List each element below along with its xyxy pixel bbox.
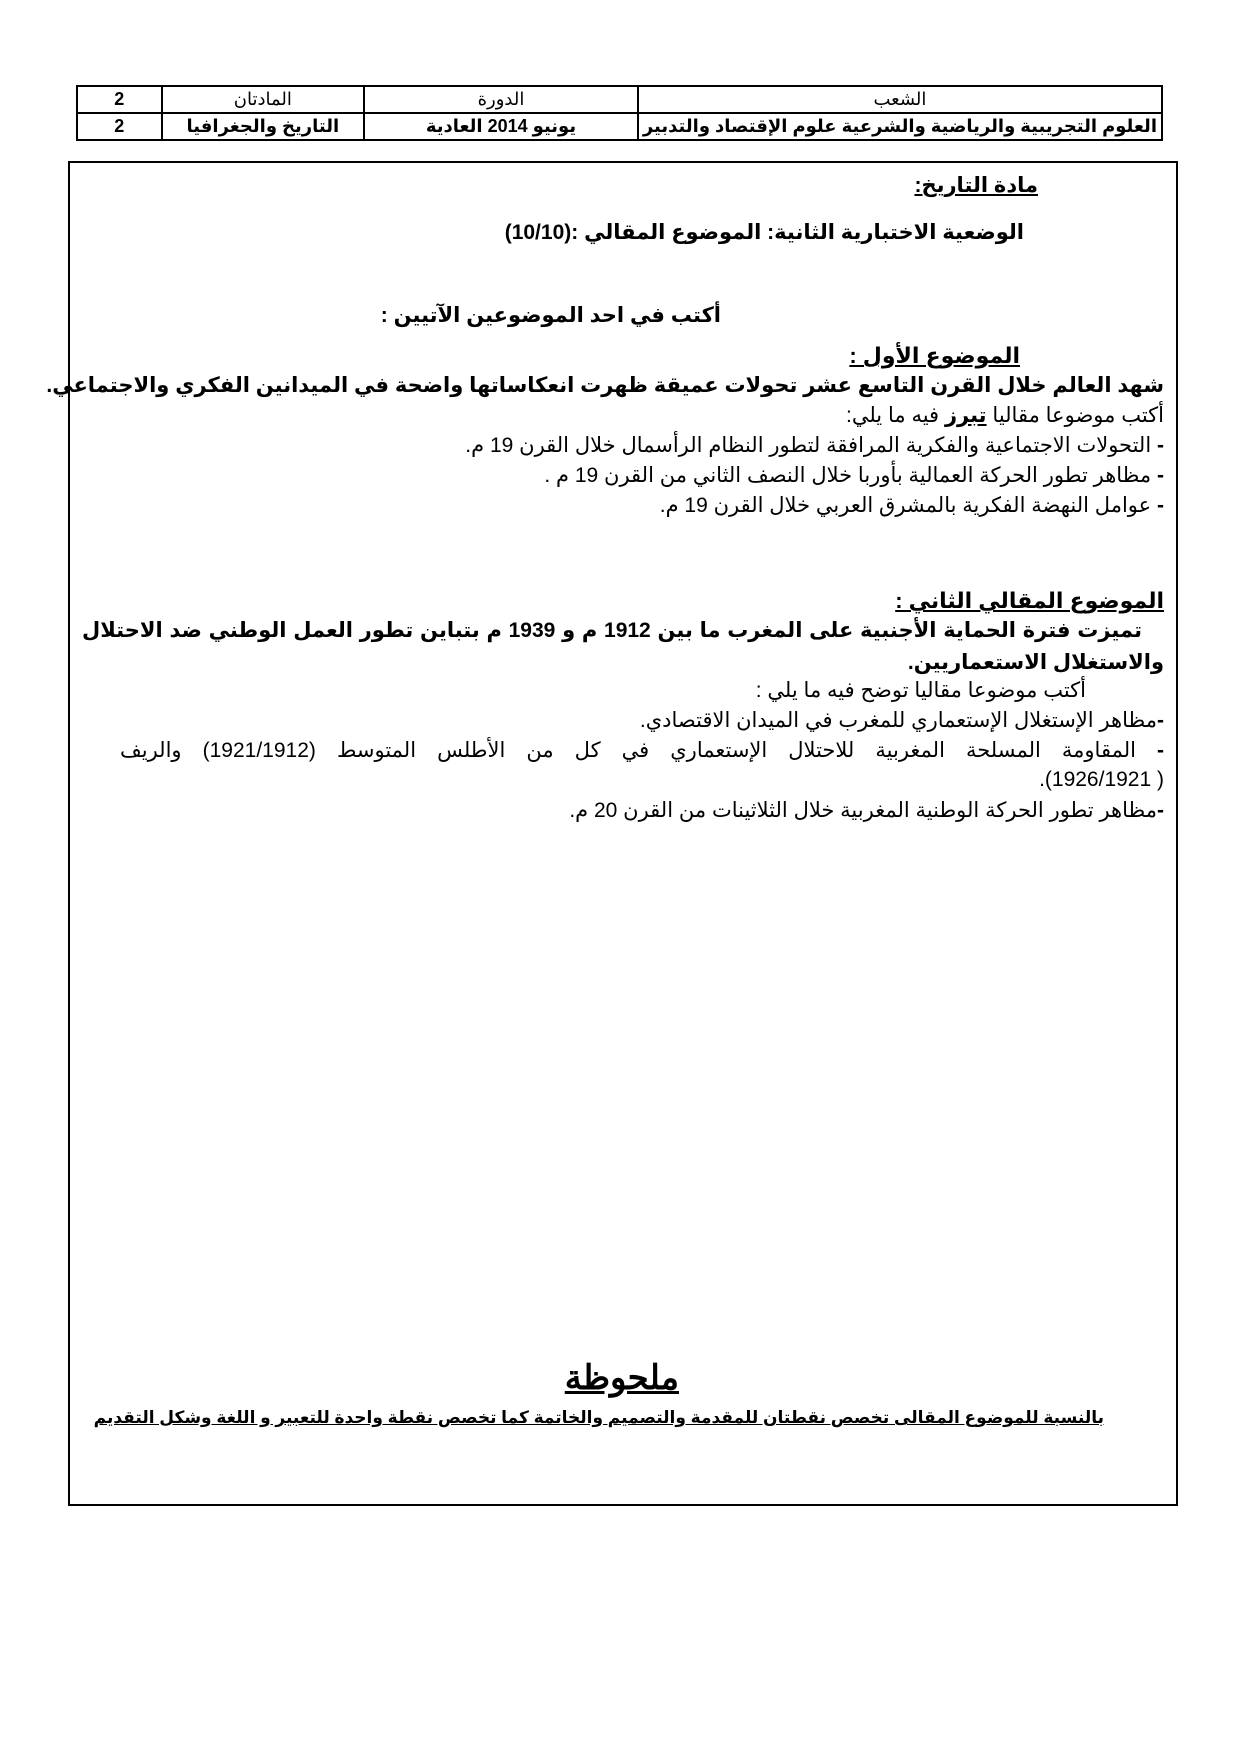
topic2-item: - المقاومة المسلحة المغربية للاحتلال الإستعماري في كل من الأطلس المتوسط (1921/1912) والريف	[120, 739, 1165, 762]
topic1-item: - التحولات الاجتماعية والفكرية المرافقة لتطور النظام الرأسمال خلال القرن 19 م.	[465, 434, 1164, 457]
topic2-item: -مظاهر الإستغلال الإستعماري للمغرب في الميدان الاقتصادي.	[639, 709, 1164, 732]
topic2-statement-line2: والاستغلال الاستعماريين.	[907, 651, 1164, 674]
note-title: ملحوظة	[564, 1358, 679, 1398]
topic2-statement-text: تميزت فترة الحماية الأجنبية على المغرب ما بين 1912 م و 1939 م بتباين تطور العمل الوطني ضد الاحتلال	[82, 619, 1142, 642]
topic1-item-text: التحولات الاجتماعية والفكرية المرافقة لتطور النظام الرأسمال خلال القرن 19 م.	[465, 434, 1152, 457]
topic1-heading: الموضوع الأول :	[849, 343, 1020, 368]
header-labels-row	[77, 86, 1162, 113]
topic2-item-continuation: ( 1926/1921).	[1039, 768, 1164, 791]
exam-content-box	[46, 161, 1178, 1506]
topic1-ask-suffix: فيه ما يلي:	[846, 404, 940, 427]
topic2-item-text: المقاومة المسلحة المغربية للاحتلال الإستعماري في كل من الأطلس المتوسط (1921/1912) والريف	[120, 739, 1136, 762]
page-number-bottom: 2	[77, 113, 162, 140]
topic1-statement: شهد العالم خلال القرن التاسع عشر تحولات عميقة ظهرت انعكاساتها واضحة في الميدانين الفكري والاجتماعي.	[46, 374, 1164, 397]
subjects-value: التاريخ والجغرافيا	[162, 113, 365, 140]
subjects-label: المادتان	[162, 86, 365, 113]
session-value: يونيو 2014 العادية	[364, 113, 638, 140]
topic2-item: -مظاهر تطور الحركة الوطنية المغربية خلال الثلاثينات من القرن 20 م.	[569, 799, 1164, 822]
topic2-ask: أكتب موضوعا مقاليا توضح فيه ما يلي :	[755, 679, 1086, 702]
subject-title: مادة التاريخ:	[914, 174, 1038, 197]
topic1-ask	[846, 403, 1164, 428]
topic1-item-text: مظاهر تطور الحركة العمالية بأوربا خلال النصف الثاني من القرن 19 م .	[544, 464, 1152, 487]
topic2-item-text: مظاهر تطور الحركة الوطنية المغربية خلال الثلاثينات من القرن 20 م.	[569, 799, 1157, 822]
topic1-ask-prefix: أكتب موضوعا مقاليا	[992, 404, 1164, 427]
instruction-text: أكتب في احد الموضوعين الآتيين :	[380, 304, 721, 327]
topic2-item-text: مظاهر الإستغلال الإستعماري للمغرب في الميدان الاقتصادي.	[639, 709, 1157, 732]
streams-value: العلوم التجريبية والرياضية والشرعية علوم الإقتصاد والتدبير	[638, 113, 1162, 140]
session-label: الدورة	[364, 86, 638, 113]
topic1-item: - عوامل النهضة الفكرية بالمشرق العربي خلال القرن 19 م.	[659, 494, 1164, 517]
topic1-ask-keyword: تبرز	[944, 404, 987, 427]
topic1-item: - مظاهر تطور الحركة العمالية بأوربا خلال النصف الثاني من القرن 19 م .	[544, 464, 1164, 487]
header-values-row	[77, 113, 1162, 140]
topic2-statement-line1	[82, 618, 1164, 643]
page-number-top: 2	[77, 86, 162, 113]
exam-header-table	[76, 85, 1163, 141]
topic2-heading: الموضوع المقالي الثاني :	[895, 588, 1164, 613]
note-text: بالنسبة للموضوع المقالى تخصص نقطتان للمقدمة والتصميم والخاتمة كما تخصص نقطة واحدة للتعبير و اللغة وشكل التقديم	[93, 1408, 1104, 1427]
situation-title: الوضعية الاختبارية الثانية: الموضوع المقالي :(10/10)	[504, 221, 1024, 244]
streams-label: الشعب	[638, 86, 1162, 113]
topic1-item-text: عوامل النهضة الفكرية بالمشرق العربي خلال القرن 19 م.	[659, 494, 1152, 517]
